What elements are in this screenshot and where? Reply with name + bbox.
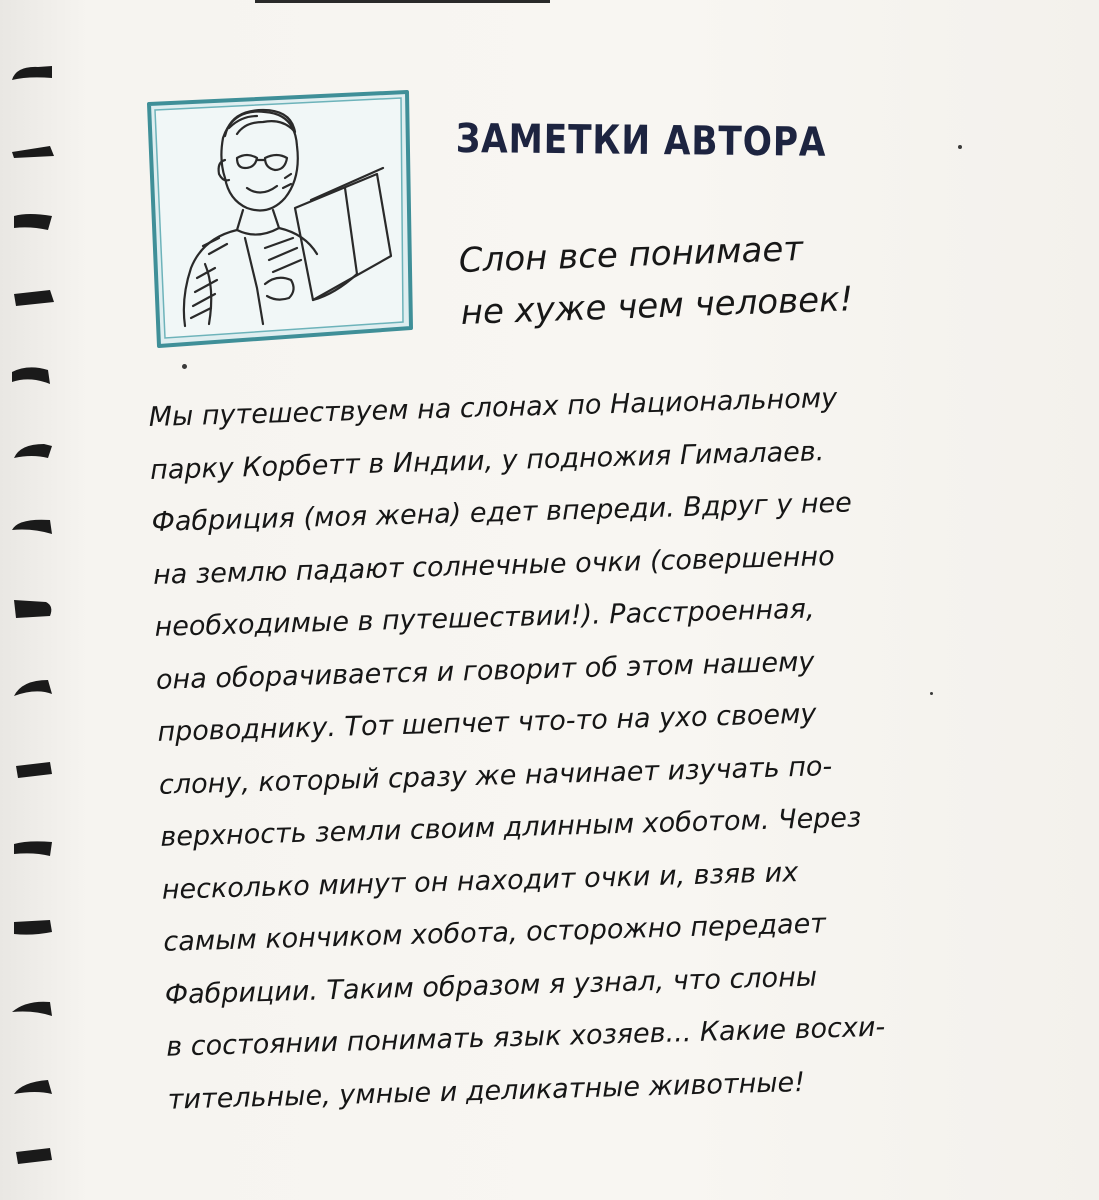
section-subtitle [458, 221, 854, 339]
story-line: проводнику. Тот шепчет что-то на ухо своему [157, 698, 817, 748]
binding-ring [8, 756, 60, 780]
ink-speck [958, 145, 962, 149]
story-line: Мы путешествуем на слонах по Национальному [148, 382, 838, 433]
binding-ring [8, 1076, 60, 1100]
binding-ring [8, 836, 60, 860]
binding-ring [8, 62, 60, 86]
story-line: самым кончиком хобота, осторожно передает [162, 908, 827, 958]
binding-ring [8, 136, 60, 160]
binding-ring [8, 996, 60, 1020]
ink-speck [930, 692, 933, 695]
story-line: необходимые в путешествии!). Расстроенная, [154, 593, 815, 643]
story-line: тительные, умные и деликатные животные! [167, 1066, 806, 1116]
binding-ring [8, 516, 60, 540]
top-divider [255, 0, 550, 3]
story-line: она оборачивается и говорит об этом нашему [155, 646, 815, 696]
binding-ring [8, 362, 60, 386]
section-title: ЗАМЕТКИ АВТОРА [455, 116, 827, 166]
binding-ring [8, 286, 60, 310]
subtitle-line: не хуже чем человек! [460, 279, 854, 333]
story-line: на землю падают солнечные очки (совершенно [152, 540, 836, 591]
story-line: несколько минут он находит очки и, взяв их [161, 856, 799, 906]
story-line: Фабриции. Таким образом я узнал, что слоны [164, 961, 818, 1011]
story-line: верхность земли своим длинным хоботом. Через [160, 802, 862, 853]
binding-ring [8, 596, 60, 620]
binding-ring [8, 440, 60, 464]
binding-ring [8, 210, 60, 234]
ink-speck [182, 364, 187, 369]
story-line: слону, который сразу же начинает изучать по- [158, 750, 833, 801]
story-line: в состоянии понимать язык хозяев... Какие восхи- [165, 1011, 886, 1063]
story-line: Фабриция (моя жена) едет впереди. Вдруг у нее [151, 487, 853, 538]
author-portrait-icon [145, 88, 413, 350]
subtitle-line: Слон все понимает [458, 228, 804, 281]
binding-ring [8, 916, 60, 940]
spiral-binding [0, 40, 70, 1170]
binding-ring [8, 1144, 60, 1168]
binding-ring [8, 676, 60, 700]
story-line: парку Корбетт в Индии, у подножия Гималаев. [149, 435, 825, 486]
story-paragraph [148, 368, 1028, 1127]
